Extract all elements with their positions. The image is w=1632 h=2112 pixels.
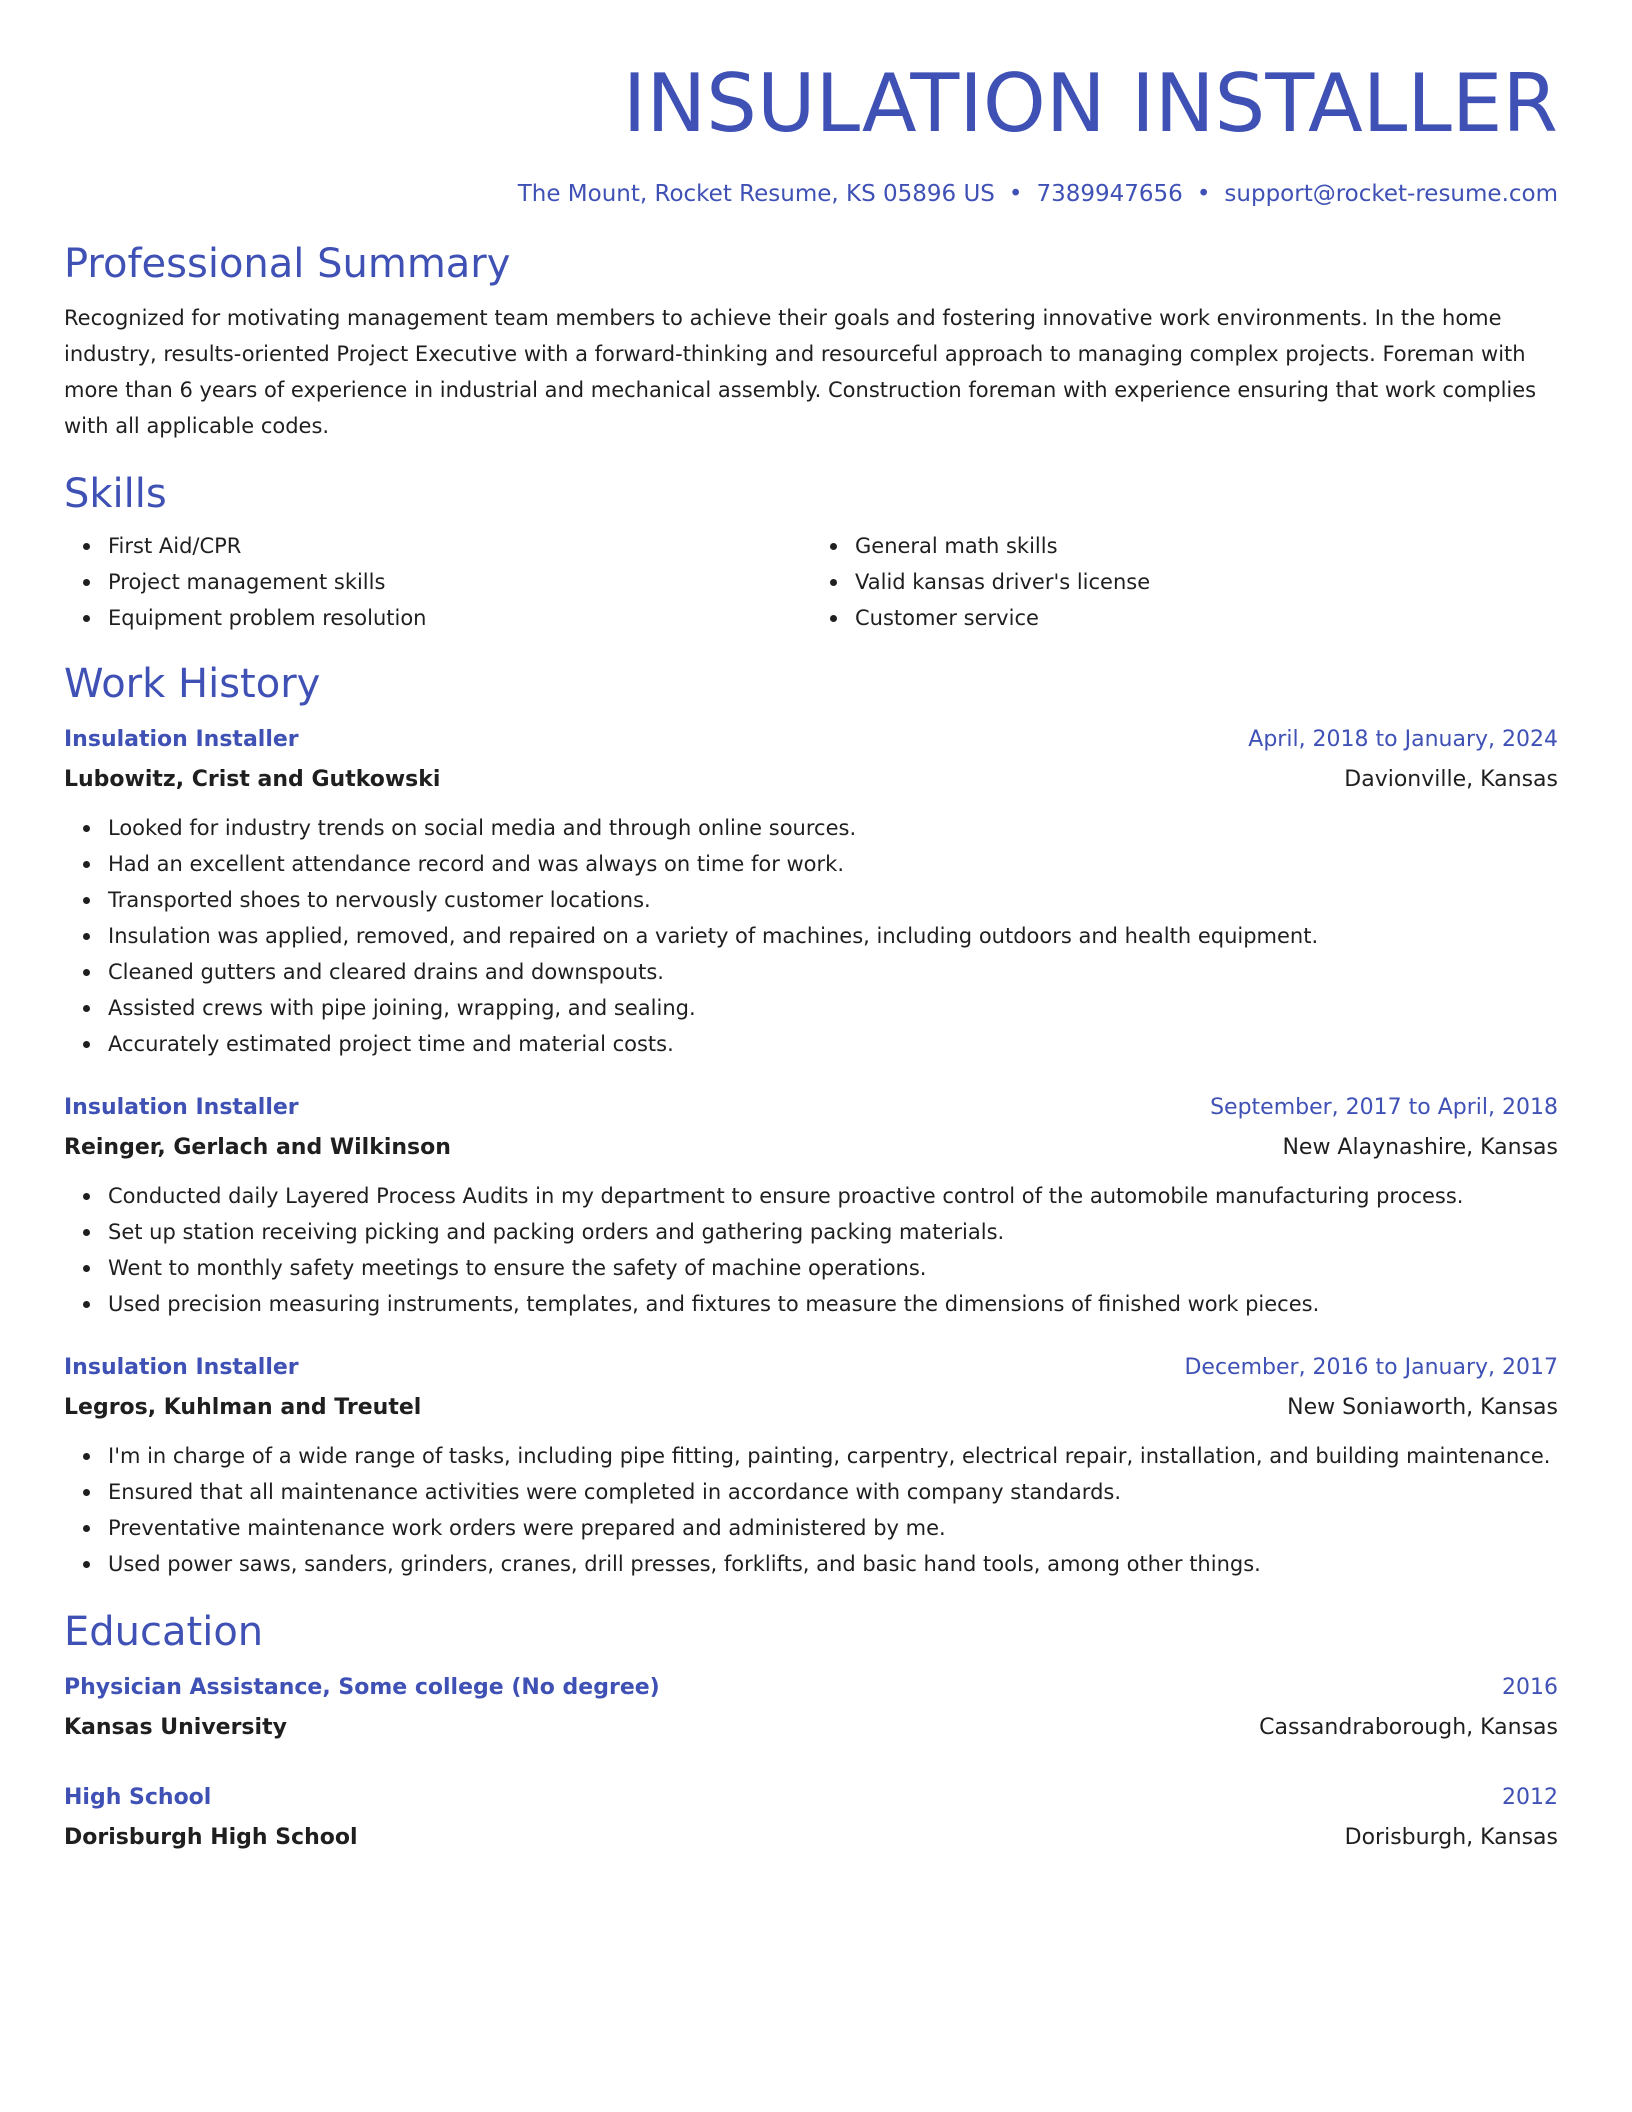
summary-section: [64, 240, 1558, 444]
education-degree: High School: [64, 1785, 212, 1810]
skills-list-right: [811, 528, 1558, 636]
skills-section: [64, 470, 1558, 636]
job-duty: I'm in charge of a wide range of tasks, including pipe fitting, painting, carpentry, electrical repair, installation, and building maintenance.: [108, 1438, 1558, 1474]
job-duty: Preventative maintenance work orders were prepared and administered by me.: [108, 1510, 1558, 1546]
education-degree: Physician Assistance, Some college (No degree): [64, 1675, 660, 1700]
job-duty: Assisted crews with pipe joining, wrapping, and sealing.: [108, 990, 1558, 1026]
job-entry: [64, 1088, 1558, 1322]
job-company: Lubowitz, Crist and Gutkowski: [64, 767, 441, 792]
skills-list-left: [64, 528, 811, 636]
job-entry: [64, 1348, 1558, 1582]
job-company: Legros, Kuhlman and Treutel: [64, 1395, 422, 1420]
skill-item: Customer service: [855, 600, 1558, 636]
job-duties-list: [64, 1178, 1558, 1322]
job-title: Insulation Installer: [64, 727, 299, 752]
education-entry: [64, 1668, 1558, 1748]
education-location: Dorisburgh, Kansas: [1344, 1825, 1558, 1850]
education-school: Dorisburgh High School: [64, 1825, 358, 1850]
contact-address: The Mount, Rocket Resume, KS 05896 US: [517, 181, 995, 207]
job-entry: [64, 720, 1558, 1062]
job-duty: Looked for industry trends on social media and through online sources.: [108, 810, 1558, 846]
skill-item: Equipment problem resolution: [108, 600, 811, 636]
summary-text: Recognized for motivating management team members to achieve their goals and fostering innovative work environments. In the home industry, results-oriented Project Executive with a forward-thinking and resourceful approach to managing complex projects. Foreman with more than 6 years of experience in industrial and mechanical assembly. Construction foreman with experience ensuring that work complies with all applicable codes.: [64, 306, 1537, 438]
education-year: 2012: [1502, 1785, 1558, 1810]
contact-phone: 7389947656: [1036, 181, 1183, 207]
contact-separator: •: [1008, 181, 1023, 207]
candidate-name: INSULATION INSTALLER: [622, 57, 1558, 150]
job-dates: September, 2017 to April, 2018: [1210, 1095, 1558, 1120]
job-company: Reinger, Gerlach and Wilkinson: [64, 1135, 451, 1160]
job-duty: Transported shoes to nervously customer locations.: [108, 882, 1558, 918]
job-header-row: [64, 1088, 1558, 1128]
education-header-row: [64, 1778, 1558, 1818]
education-year: 2016: [1502, 1675, 1558, 1700]
job-company-row: [64, 1388, 1558, 1428]
skill-item: Valid kansas driver's license: [855, 564, 1558, 600]
work-history-heading: Work History: [64, 661, 321, 707]
job-duty: Ensured that all maintenance activities were completed in accordance with company standards.: [108, 1474, 1558, 1510]
job-title: Insulation Installer: [64, 1095, 299, 1120]
job-duty: Insulation was applied, removed, and repaired on a variety of machines, including outdoors and health equipment.: [108, 918, 1558, 954]
resume-page: [64, 0, 1558, 1858]
education-school-row: [64, 1818, 1558, 1858]
education-school: Kansas University: [64, 1715, 287, 1740]
job-title: Insulation Installer: [64, 1355, 299, 1380]
contact-email: support@rocket-resume.com: [1224, 181, 1558, 207]
skill-item: General math skills: [855, 528, 1558, 564]
job-company-row: [64, 1128, 1558, 1168]
job-duties-list: [64, 810, 1558, 1062]
contact-line: [64, 178, 1558, 210]
job-duty: Set up station receiving picking and packing orders and gathering packing materials.: [108, 1214, 1558, 1250]
contact-separator: •: [1196, 181, 1211, 207]
education-header-row: [64, 1668, 1558, 1708]
work-history-section: [64, 660, 1558, 1582]
job-header-row: [64, 1348, 1558, 1388]
job-location: Davionville, Kansas: [1344, 767, 1558, 792]
job-company-row: [64, 760, 1558, 800]
job-duty: Accurately estimated project time and material costs.: [108, 1026, 1558, 1062]
education-school-row: [64, 1708, 1558, 1748]
job-dates: April, 2018 to January, 2024: [1248, 727, 1558, 752]
job-dates: December, 2016 to January, 2017: [1184, 1355, 1558, 1380]
job-duties-list: [64, 1438, 1558, 1582]
job-header-row: [64, 720, 1558, 760]
job-duty: Conducted daily Layered Process Audits in my department to ensure proactive control of the automobile manufacturing process.: [108, 1178, 1558, 1214]
education-heading: Education: [64, 1609, 264, 1655]
job-location: New Soniaworth, Kansas: [1287, 1395, 1558, 1420]
summary-heading: Professional Summary: [64, 241, 511, 287]
education-location: Cassandraborough, Kansas: [1259, 1715, 1558, 1740]
job-location: New Alaynashire, Kansas: [1282, 1135, 1558, 1160]
skills-heading: Skills: [64, 471, 167, 517]
education-section: [64, 1608, 1558, 1858]
job-duty: Used power saws, sanders, grinders, cranes, drill presses, forklifts, and basic hand tools, among other things.: [108, 1546, 1558, 1582]
job-duty: Went to monthly safety meetings to ensure the safety of machine operations.: [108, 1250, 1558, 1286]
education-entry: [64, 1778, 1558, 1858]
resume-header: [64, 58, 1558, 210]
skill-item: Project management skills: [108, 564, 811, 600]
skills-grid: [64, 528, 1558, 636]
job-duty: Had an excellent attendance record and was always on time for work.: [108, 846, 1558, 882]
skill-item: First Aid/CPR: [108, 528, 811, 564]
job-duty: Cleaned gutters and cleared drains and downspouts.: [108, 954, 1558, 990]
job-duty: Used precision measuring instruments, templates, and fixtures to measure the dimensions of finished work pieces.: [108, 1286, 1558, 1322]
